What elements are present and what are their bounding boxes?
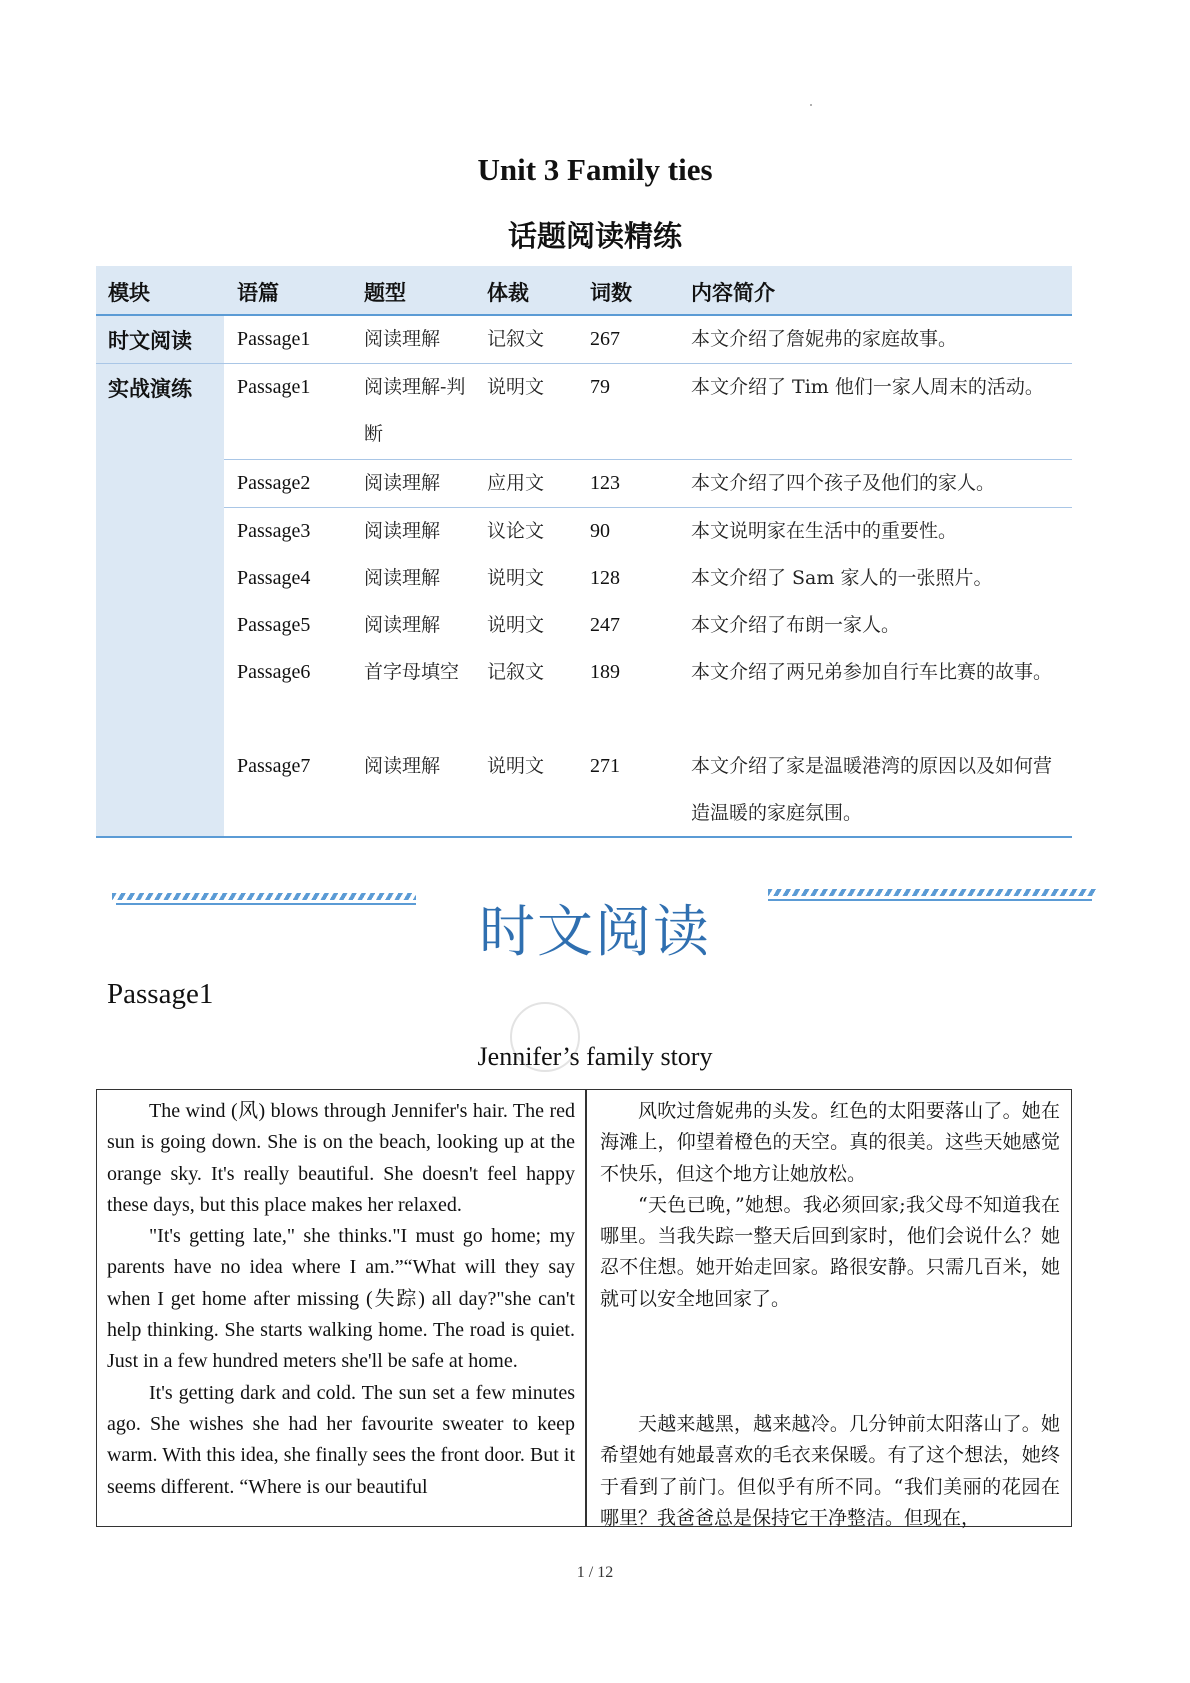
cell-genre: 说明文 bbox=[487, 614, 545, 636]
cell-type: 阅读理解 bbox=[364, 755, 441, 777]
cell-type: 阅读理解 bbox=[364, 520, 441, 542]
cell-wordcount: 271 bbox=[590, 755, 620, 777]
column-divider bbox=[585, 1090, 587, 1526]
section-title: 时文阅读 bbox=[479, 900, 711, 965]
cell-genre: 记叙文 bbox=[487, 328, 545, 350]
cell-wordcount: 189 bbox=[590, 661, 620, 683]
module-label: 实战演练 bbox=[108, 377, 192, 401]
overview-body bbox=[96, 316, 1072, 838]
page-number: 1 / 12 bbox=[576, 1564, 614, 1581]
chinese-paragraph: “天色已晚，”她想。我必须回家;我父母不知道我在哪里。当我失踪一整天后回到家时，他们会说什么？她忍不住想。她开始走回家。路很安静。只需几百米，她就可以安全地回家了。 bbox=[600, 1193, 1060, 1310]
cell-passage: Passage1 bbox=[237, 328, 311, 350]
col-header-wordcount: 词数 bbox=[590, 281, 632, 305]
cell-summary: 本文介绍了詹妮弗的家庭故事。 bbox=[691, 328, 958, 350]
overview-table bbox=[96, 266, 1072, 838]
cell-passage: Passage5 bbox=[237, 614, 311, 636]
cell-wordcount: 247 bbox=[590, 614, 620, 636]
cell-type: 首字母填空 bbox=[364, 661, 460, 683]
col-header-genre: 体裁 bbox=[487, 281, 529, 305]
cell-summary: 本文说明家在生活中的重要性。 bbox=[691, 520, 958, 542]
module-label: 时文阅读 bbox=[108, 329, 192, 353]
cell-type: 阅读理解-判断 bbox=[364, 376, 466, 445]
chinese-column bbox=[600, 1096, 1060, 1534]
overview-header bbox=[96, 266, 1072, 316]
cell-genre: 议论文 bbox=[487, 520, 545, 542]
cell-wordcount: 90 bbox=[590, 520, 610, 542]
cell-summary: 本文介绍了布朗一家人。 bbox=[691, 614, 901, 636]
cell-genre: 记叙文 bbox=[487, 661, 545, 683]
stray-dot bbox=[810, 104, 812, 106]
english-paragraph: It's getting dark and cold. The sun set a few minutes ago. She wishes she had her favourite sweater to keep warm. With this idea, she finally sees the front door. But it seems different. “Where is our beautiful bbox=[107, 1381, 575, 1498]
page-title: Unit 3 Family ties bbox=[477, 152, 713, 187]
cell-summary: 本文介绍了家是温暖港湾的原因以及如何营造温暖的家庭氛围。 bbox=[691, 755, 1053, 824]
cell-genre: 说明文 bbox=[487, 755, 545, 777]
cell-summary: 本文介绍了 Tim 他们一家人周末的活动。 bbox=[691, 376, 1044, 398]
col-header-summary: 内容简介 bbox=[691, 281, 775, 305]
chinese-paragraph: 风吹过詹妮弗的头发。红色的太阳要落山了。她在海滩上，仰望着橙色的天空。真的很美。这些天她感觉不快乐，但这个地方让她放松。 bbox=[600, 1100, 1060, 1185]
cell-wordcount: 79 bbox=[590, 376, 610, 398]
cell-passage: Passage6 bbox=[237, 661, 311, 683]
passage-label: Passage1 bbox=[107, 978, 214, 1010]
cell-wordcount: 128 bbox=[590, 567, 620, 589]
cell-genre: 说明文 bbox=[487, 376, 545, 398]
cell-type: 阅读理解 bbox=[364, 472, 441, 494]
cell-wordcount: 267 bbox=[590, 328, 620, 350]
cell-summary: 本文介绍了四个孩子及他们的家人。 bbox=[691, 472, 996, 494]
cell-type: 阅读理解 bbox=[364, 328, 441, 350]
cell-passage: Passage4 bbox=[237, 567, 311, 589]
col-header-type: 题型 bbox=[364, 281, 406, 305]
col-header-module: 模块 bbox=[108, 281, 150, 305]
english-paragraph: The wind (风) blows through Jennifer's hair. The red sun is going down. She is on the beach, looking up at the orange sky. It's really beautiful. She doesn't feel happy these days, but this place makes her relaxed. bbox=[107, 1100, 575, 1216]
english-column bbox=[107, 1096, 575, 1503]
cell-type: 阅读理解 bbox=[364, 567, 441, 589]
english-paragraph: "It's getting late," she thinks."I must go home; my parents have no idea where I am.”“What will they say when I get home after missing (失踪) all day?"she can't help thinking. She starts walking home. The road is quiet. Just in a few hundred meters she'll be safe at home. bbox=[107, 1225, 575, 1373]
col-header-passage: 语篇 bbox=[237, 281, 279, 305]
story-table bbox=[96, 1089, 1072, 1527]
page-subtitle: 话题阅读精练 bbox=[507, 219, 682, 253]
cell-passage: Passage3 bbox=[237, 520, 311, 542]
cell-genre: 说明文 bbox=[487, 567, 545, 589]
cell-passage: Passage2 bbox=[237, 472, 311, 494]
story-title: Jennifer’s family story bbox=[477, 1042, 713, 1071]
cell-passage: Passage1 bbox=[237, 376, 311, 398]
cell-genre: 应用文 bbox=[487, 472, 545, 494]
cell-summary: 本文介绍了 Sam 家人的一张照片。 bbox=[691, 567, 993, 589]
cell-summary: 本文介绍了两兄弟参加自行车比赛的故事。 bbox=[691, 661, 1053, 683]
cell-passage: Passage7 bbox=[237, 755, 311, 777]
chinese-paragraph: 天越来越黑，越来越冷。几分钟前太阳落山了。她希望她有她最喜欢的毛衣来保暖。有了这个想法，她终于看到了前门。但似乎有所不同。“我们美丽的花园在哪里？我爸爸总是保持它干净整洁。但现在， bbox=[600, 1413, 1060, 1529]
cell-type: 阅读理解 bbox=[364, 614, 441, 636]
cell-wordcount: 123 bbox=[590, 472, 620, 494]
